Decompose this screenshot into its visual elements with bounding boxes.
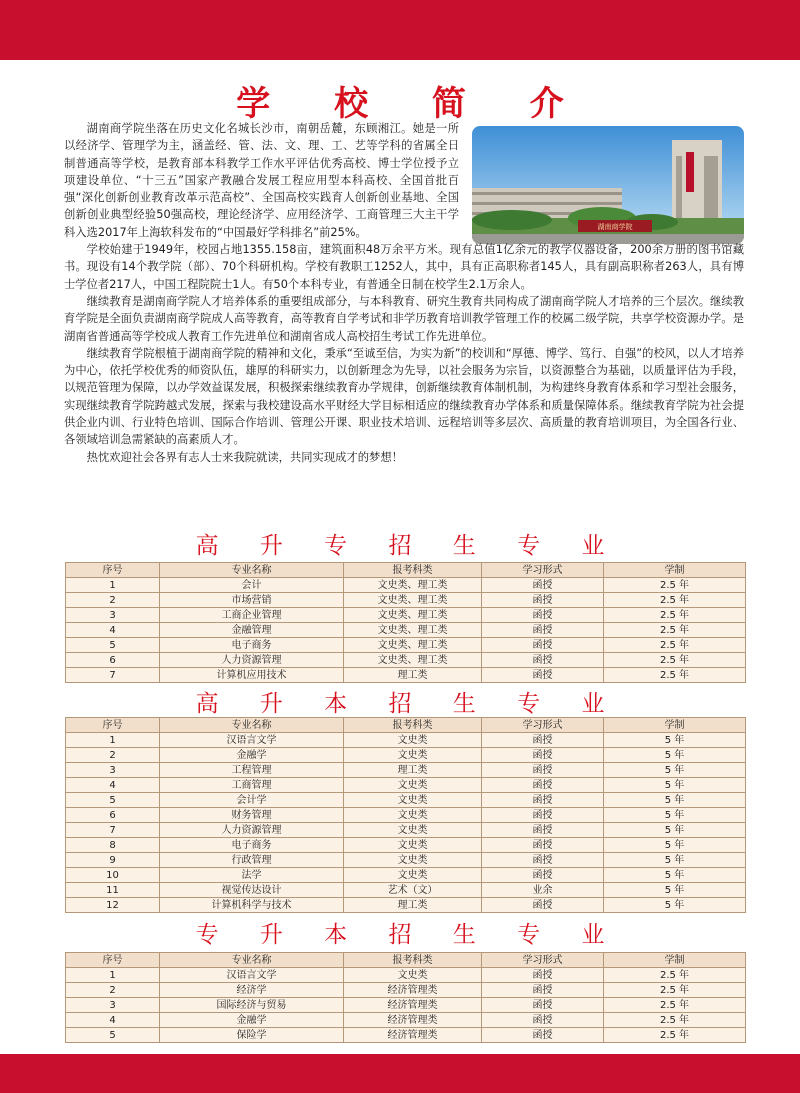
intro-paragraph: 继续教育是湖南商学院人才培养体系的重要组成部分，与本科教育、研究生教育共同构成了湖南商学院人才培养的三个层次。继续教育学院是全面负责湖南商学院成人高等教育，高等教育自学考试和非学历教育培训教学管理工作的校属二级学院，共享学校资源办学。是湖南省普通高等学校成人教育工作先进单位和湖南省成人高校招生考试工作先进单位。 xyxy=(64,294,744,343)
cell-major: 视觉传达设计 xyxy=(160,883,344,898)
cell-duration: 2.5 年 xyxy=(604,668,746,683)
cell-study-mode: 函授 xyxy=(482,1013,604,1028)
cell-major: 计算机科学与技术 xyxy=(160,898,344,913)
cell-duration: 2.5 年 xyxy=(604,638,746,653)
cell-duration: 5 年 xyxy=(604,793,746,808)
table-row xyxy=(66,898,746,913)
cell-major: 会计学 xyxy=(160,793,344,808)
cell-duration: 5 年 xyxy=(604,808,746,823)
programs-table-gaoshengzhuan xyxy=(65,562,746,683)
cell-duration: 5 年 xyxy=(604,898,746,913)
table-row xyxy=(66,1013,746,1028)
bottom-red-band xyxy=(0,1054,800,1093)
cell-duration: 5 年 xyxy=(604,778,746,793)
cell-category: 经济管理类 xyxy=(344,1013,482,1028)
cell-category: 文史类 xyxy=(344,968,482,983)
cell-number: 12 xyxy=(66,898,160,913)
cell-major: 财务管理 xyxy=(160,808,344,823)
header-duration: 学制 xyxy=(604,563,746,578)
cell-duration: 2.5 年 xyxy=(604,1013,746,1028)
table-row xyxy=(66,823,746,838)
cell-number: 2 xyxy=(66,748,160,763)
cell-number: 7 xyxy=(66,823,160,838)
cell-category: 文史类 xyxy=(344,838,482,853)
cell-study-mode: 函授 xyxy=(482,968,604,983)
section-title-zhuanshengben: 专 升 本 招 生 专 业 xyxy=(195,922,622,948)
cell-category: 经济管理类 xyxy=(344,983,482,998)
table-row xyxy=(66,853,746,868)
table-row xyxy=(66,808,746,823)
cell-study-mode: 函授 xyxy=(482,578,604,593)
cell-duration: 5 年 xyxy=(604,853,746,868)
header-number: 序号 xyxy=(66,563,160,578)
cell-duration: 5 年 xyxy=(604,868,746,883)
cell-category: 文史类 xyxy=(344,778,482,793)
cell-number: 5 xyxy=(66,638,160,653)
table-row xyxy=(66,578,746,593)
cell-category: 文史类、理工类 xyxy=(344,593,482,608)
cell-duration: 2.5 年 xyxy=(604,968,746,983)
table-header-row xyxy=(66,563,746,578)
table-row xyxy=(66,593,746,608)
cell-number: 1 xyxy=(66,578,160,593)
intro-paragraph: 湖南商学院坐落在历史文化名城长沙市，南朝岳麓，东顾湘江。她是一所以经济学、管理学为主，涵盖经、管、法、文、理、工、艺等学科的省属全日制普通高等学校，是教育部本科教学工作水平评估优秀高校、博士学位授予立项建设单位、“十三五”国家产教融合发展工程应用型本科高校、全国首批百强“深化创新创业教育改革示范高校”、全国高校实践育人创新创业基地、全国创新创业典型经验50强高校，理论经济学、应用经济学、工商管理三大主干学科入选2017年上海软科发布的“中国最好学科排名”前25%。 xyxy=(64,122,459,239)
header-study-mode: 学习形式 xyxy=(482,718,604,733)
cell-major: 保险学 xyxy=(160,1028,344,1043)
cell-category: 理工类 xyxy=(344,898,482,913)
cell-category: 文史类 xyxy=(344,793,482,808)
table-header-row xyxy=(66,718,746,733)
top-red-band xyxy=(0,0,800,60)
header-duration: 学制 xyxy=(604,718,746,733)
header-duration: 学制 xyxy=(604,953,746,968)
header-major: 专业名称 xyxy=(160,718,344,733)
cell-duration: 5 年 xyxy=(604,748,746,763)
cell-study-mode: 函授 xyxy=(482,668,604,683)
cell-number: 1 xyxy=(66,968,160,983)
cell-study-mode: 函授 xyxy=(482,998,604,1013)
cell-duration: 2.5 年 xyxy=(604,578,746,593)
cell-category: 文史类 xyxy=(344,748,482,763)
cell-study-mode: 函授 xyxy=(482,638,604,653)
cell-study-mode: 函授 xyxy=(482,1028,604,1043)
cell-study-mode: 函授 xyxy=(482,763,604,778)
cell-major: 金融学 xyxy=(160,1013,344,1028)
campus-sign-text: 湖南商学院 xyxy=(597,223,633,231)
table-row xyxy=(66,1028,746,1043)
cell-study-mode: 函授 xyxy=(482,733,604,748)
cell-study-mode: 函授 xyxy=(482,808,604,823)
header-study-mode: 学习形式 xyxy=(482,953,604,968)
table-row xyxy=(66,983,746,998)
cell-major: 汉语言文学 xyxy=(160,733,344,748)
header-category: 报考科类 xyxy=(344,953,482,968)
intro-paragraph: 热忱欢迎社会各界有志人士来我院就读，共同实现成才的梦想！ xyxy=(86,450,403,464)
cell-major: 行政管理 xyxy=(160,853,344,868)
table-row xyxy=(66,793,746,808)
cell-study-mode: 函授 xyxy=(482,623,604,638)
cell-category: 文史类 xyxy=(344,853,482,868)
cell-number: 9 xyxy=(66,853,160,868)
cell-study-mode: 函授 xyxy=(482,793,604,808)
cell-duration: 2.5 年 xyxy=(604,623,746,638)
cell-major: 汉语言文学 xyxy=(160,968,344,983)
cell-duration: 2.5 年 xyxy=(604,1028,746,1043)
cell-category: 经济管理类 xyxy=(344,998,482,1013)
cell-category: 文史类、理工类 xyxy=(344,578,482,593)
programs-table-gaoshengben xyxy=(65,717,746,913)
table-row xyxy=(66,668,746,683)
intro-paragraph: 继续教育学院根植于湖南商学院的精神和文化，秉承“至诚至信，为实为新”的校训和“厚德、博学、笃行、自强”的校风，以人才培养为中心，依托学校优秀的师资队伍，雄厚的科研实力，以创新理念为先导，以社会服务为宗旨，以资源整合为基础，以质量评估为手段，以规范管理为保障，以办学效益谋发展，积极探索继续教育办学规律，创新继续教育体制机制，为构建终身教育体系和学习型社会服务，实现继续教育学院跨越式发展，探索与我校建设高水平财经大学目标相适应的继续教育办学体系和质量保障体系。继续教育学院为社会提供企业内训、行业特色培训、国际合作培训、管理公开课、职业技术培训、远程培训等多层次、高质量的教育培训项目，为全国各行业、各领域培训急需紧缺的高素质人才。 xyxy=(64,346,744,447)
cell-number: 6 xyxy=(66,653,160,668)
header-major: 专业名称 xyxy=(160,953,344,968)
cell-duration: 2.5 年 xyxy=(604,998,746,1013)
cell-study-mode: 函授 xyxy=(482,868,604,883)
cell-category: 文史类、理工类 xyxy=(344,608,482,623)
cell-number: 2 xyxy=(66,983,160,998)
cell-duration: 5 年 xyxy=(604,733,746,748)
cell-study-mode: 函授 xyxy=(482,823,604,838)
cell-category: 文史类、理工类 xyxy=(344,653,482,668)
header-study-mode: 学习形式 xyxy=(482,563,604,578)
header-category: 报考科类 xyxy=(344,718,482,733)
cell-study-mode: 函授 xyxy=(482,838,604,853)
cell-study-mode: 函授 xyxy=(482,853,604,868)
table-row xyxy=(66,638,746,653)
cell-major: 会计 xyxy=(160,578,344,593)
cell-category: 理工类 xyxy=(344,763,482,778)
cell-number: 10 xyxy=(66,868,160,883)
cell-study-mode: 函授 xyxy=(482,983,604,998)
cell-duration: 5 年 xyxy=(604,763,746,778)
cell-major: 工商企业管理 xyxy=(160,608,344,623)
cell-category: 理工类 xyxy=(344,668,482,683)
cell-major: 电子商务 xyxy=(160,638,344,653)
cell-major: 工程管理 xyxy=(160,763,344,778)
cell-number: 3 xyxy=(66,763,160,778)
cell-category: 文史类 xyxy=(344,868,482,883)
table-row xyxy=(66,653,746,668)
cell-study-mode: 函授 xyxy=(482,898,604,913)
cell-study-mode: 函授 xyxy=(482,748,604,763)
cell-number: 8 xyxy=(66,838,160,853)
cell-major: 国际经济与贸易 xyxy=(160,998,344,1013)
cell-category: 文史类、理工类 xyxy=(344,623,482,638)
cell-duration: 5 年 xyxy=(604,883,746,898)
table-row xyxy=(66,998,746,1013)
cell-major: 法学 xyxy=(160,868,344,883)
cell-number: 4 xyxy=(66,1013,160,1028)
cell-study-mode: 函授 xyxy=(482,593,604,608)
cell-major: 人力资源管理 xyxy=(160,653,344,668)
cell-duration: 2.5 年 xyxy=(604,983,746,998)
table-row xyxy=(66,748,746,763)
cell-number: 7 xyxy=(66,668,160,683)
programs-table-zhuanshengben xyxy=(65,952,746,1043)
cell-category: 经济管理类 xyxy=(344,1028,482,1043)
table-row xyxy=(66,778,746,793)
cell-major: 计算机应用技术 xyxy=(160,668,344,683)
table-row xyxy=(66,883,746,898)
cell-major: 金融管理 xyxy=(160,623,344,638)
section-title-gaoshengzhuan: 高 升 专 招 生 专 业 xyxy=(195,533,622,559)
cell-category: 文史类 xyxy=(344,823,482,838)
cell-number: 11 xyxy=(66,883,160,898)
cell-number: 2 xyxy=(66,593,160,608)
header-number: 序号 xyxy=(66,718,160,733)
section-title-gaoshengben: 高 升 本 招 生 专 业 xyxy=(195,691,622,717)
cell-number: 6 xyxy=(66,808,160,823)
table-row xyxy=(66,838,746,853)
cell-duration: 5 年 xyxy=(604,823,746,838)
cell-study-mode: 业余 xyxy=(482,883,604,898)
cell-number: 3 xyxy=(66,998,160,1013)
table-row xyxy=(66,868,746,883)
page-title: 学 校 简 介 xyxy=(236,84,590,124)
cell-major: 人力资源管理 xyxy=(160,823,344,838)
cell-category: 文史类、理工类 xyxy=(344,638,482,653)
intro-paragraph: 学校始建于1949年，校园占地1355.158亩，建筑面积48万余平方米。现有总值1亿余元的教学仪器设备，200余万册的图书馆藏书。现设有14个教学院（部）、70个科研机构。学校有教职工1252人，其中，具有正高职称者145人，具有副高职称者263人，具有博士学位者217人，中国工程院院士1人。有50个本科专业，有普通全日制在校学生2.1万余人。 xyxy=(64,243,744,291)
cell-major: 工商管理 xyxy=(160,778,344,793)
cell-number: 4 xyxy=(66,778,160,793)
cell-duration: 2.5 年 xyxy=(604,608,746,623)
cell-category: 文史类 xyxy=(344,808,482,823)
cell-duration: 2.5 年 xyxy=(604,593,746,608)
table-row xyxy=(66,733,746,748)
cell-major: 金融学 xyxy=(160,748,344,763)
cell-number: 3 xyxy=(66,608,160,623)
cell-number: 5 xyxy=(66,1028,160,1043)
header-major: 专业名称 xyxy=(160,563,344,578)
cell-category: 文史类 xyxy=(344,733,482,748)
cell-major: 经济学 xyxy=(160,983,344,998)
cell-study-mode: 函授 xyxy=(482,608,604,623)
table-row xyxy=(66,623,746,638)
cell-major: 电子商务 xyxy=(160,838,344,853)
cell-study-mode: 函授 xyxy=(482,653,604,668)
cell-number: 4 xyxy=(66,623,160,638)
table-row xyxy=(66,968,746,983)
cell-category: 艺术（文） xyxy=(344,883,482,898)
cell-duration: 5 年 xyxy=(604,838,746,853)
cell-duration: 2.5 年 xyxy=(604,653,746,668)
header-category: 报考科类 xyxy=(344,563,482,578)
table-header-row xyxy=(66,953,746,968)
cell-major: 市场营销 xyxy=(160,593,344,608)
cell-number: 5 xyxy=(66,793,160,808)
cell-study-mode: 函授 xyxy=(482,778,604,793)
cell-number: 1 xyxy=(66,733,160,748)
table-row xyxy=(66,763,746,778)
table-row xyxy=(66,608,746,623)
school-introduction xyxy=(64,120,744,466)
header-number: 序号 xyxy=(66,953,160,968)
